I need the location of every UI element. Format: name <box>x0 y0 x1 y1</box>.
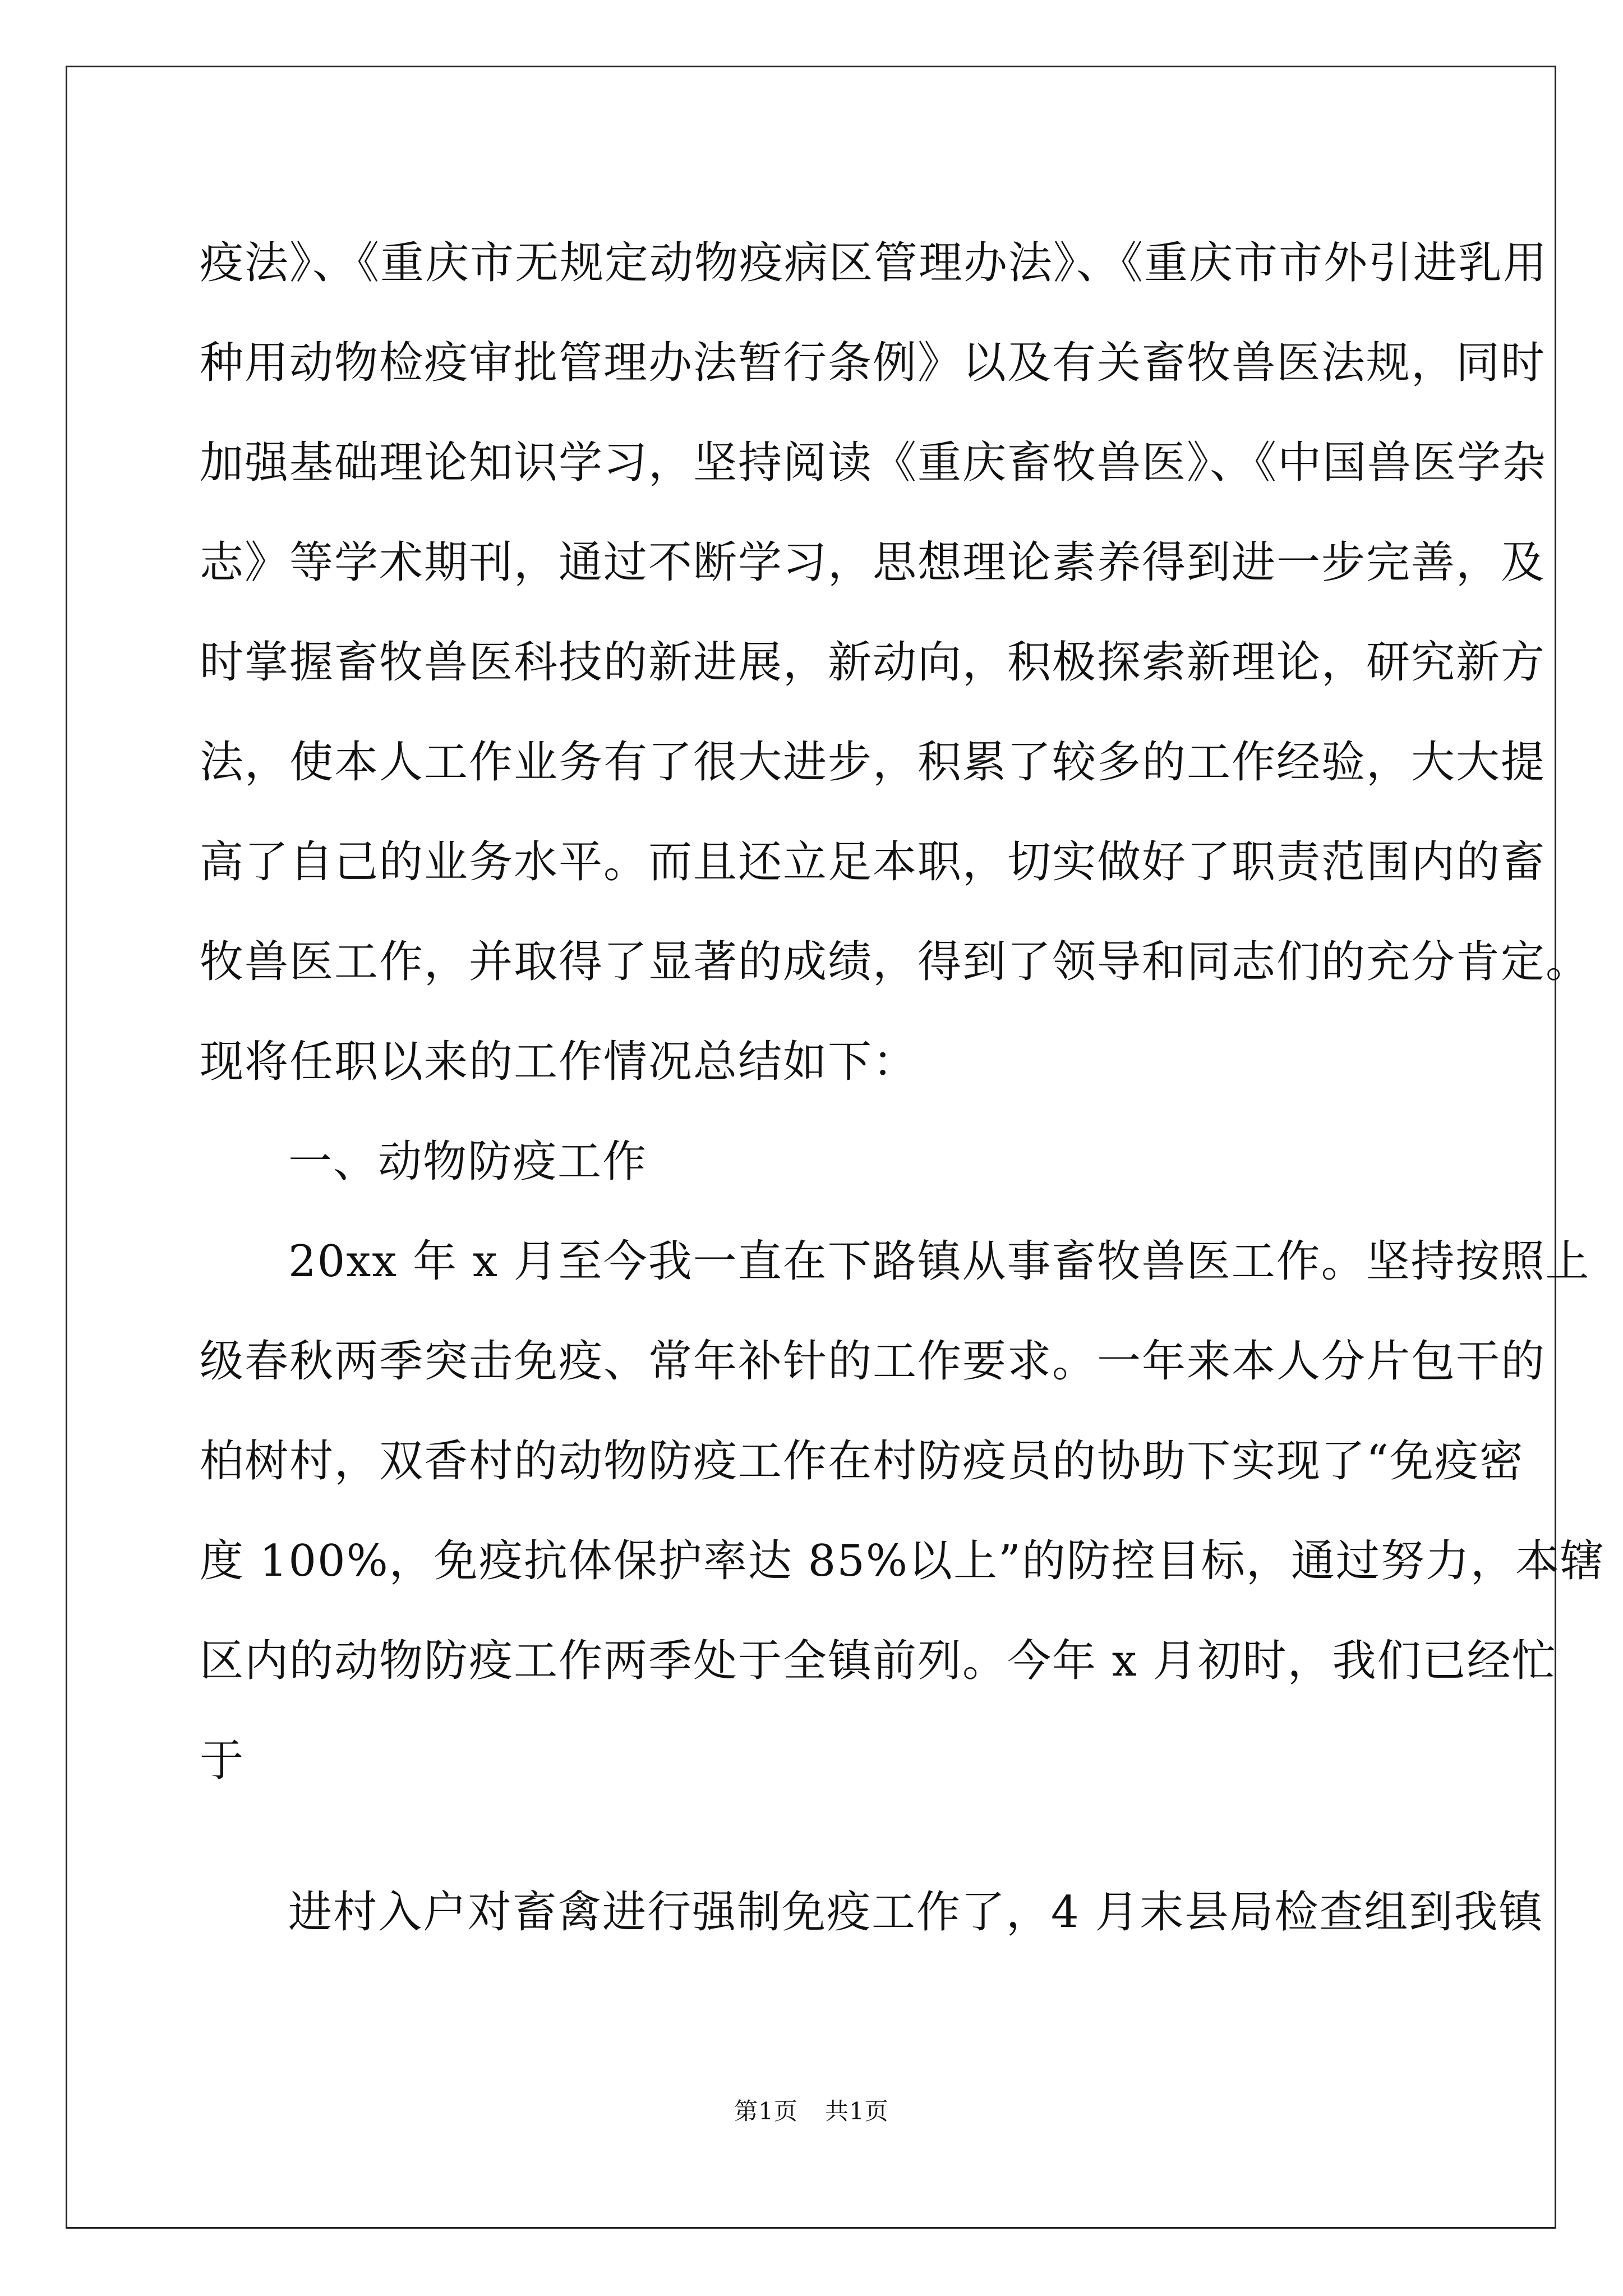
text-line: 高了自己的业务水平。而且还立足本职，切实做好了职责范围内的畜 <box>200 837 1546 887</box>
page-total: 共1页 <box>825 2097 889 2125</box>
paragraph-gap <box>200 1811 1450 1862</box>
text-line: 种用动物检疫审批管理办法暂行条例》以及有关畜牧兽医法规，同时 <box>200 338 1546 388</box>
page-number: 第1页 <box>734 2097 798 2125</box>
text-line: 法，使本人工作业务有了很大进步，积累了较多的工作经验，大大提 <box>200 737 1546 788</box>
text-line: 区内的动物防疫工作两季处于全镇前列。今年 x 月初时，我们已经忙 <box>200 1636 1557 1686</box>
section-heading: 一、动物防疫工作 <box>288 1137 648 1187</box>
document-body <box>200 213 1605 1962</box>
text-line: 进村入户对畜禽进行强制免疫工作了，4 月末县局检查组到我镇 <box>288 1887 1544 1938</box>
text-line: 度 100%，免疫抗体保护率达 85%以上”的防控目标，通过努力，本辖 <box>200 1536 1605 1586</box>
text-line: 志》等学术期刊，通过不断学习，思想理论素养得到进一步完善，及 <box>200 537 1546 588</box>
page-footer <box>0 2095 1623 2128</box>
text-line: 20xx 年 x 月至今我一直在下路镇从事畜牧兽医工作。坚持按照上 <box>288 1236 1590 1287</box>
text-line: 现将任职以来的工作情况总结如下： <box>200 1037 918 1087</box>
text-line: 于 <box>200 1736 245 1786</box>
text-line: 时掌握畜牧兽医科技的新进展，新动向，积极探索新理论，研究新方 <box>200 637 1546 688</box>
text-line: 疫法》、《重庆市无规定动物疫病区管理办法》、《重庆市市外引进乳用 <box>200 238 1548 288</box>
text-line: 柏树村，双香村的动物防疫工作在村防疫员的协助下实现了“免疫密 <box>200 1436 1524 1487</box>
text-line: 级春秋两季突击免疫、常年补针的工作要求。一年来本人分片包干的 <box>200 1336 1546 1387</box>
text-line: 加强基础理论知识学习，坚持阅读《重庆畜牧兽医》、《中国兽医学杂 <box>200 438 1547 488</box>
text-line: 牧兽医工作，并取得了显著的成绩，得到了领导和同志们的充分肯定。 <box>200 937 1591 987</box>
